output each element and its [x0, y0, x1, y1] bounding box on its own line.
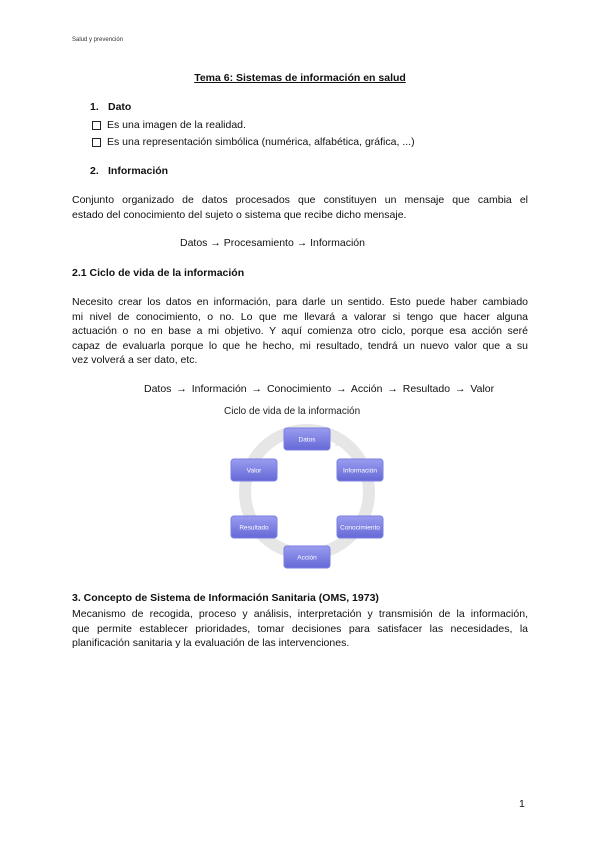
paragraph-line: que permite establecer prioridades, tomar decisiones para satisfacer las necesidades, la	[72, 622, 528, 635]
section-1-heading	[90, 101, 131, 113]
section-2-heading	[90, 165, 168, 177]
paragraph-line: actuación o no en base a mi objetivo. Y aquí comienza otro ciclo, porque esa acción seré	[72, 325, 528, 337]
section-2-number: 2.	[90, 165, 99, 177]
cycle-node-label: Datos	[298, 436, 316, 444]
section-3-heading: 3. Concepto de Sistema de Información Sanitaria (OMS, 1973)	[72, 592, 379, 604]
checklist-item	[92, 136, 415, 148]
checklist-item-text: Es una imagen de la realidad.	[107, 119, 246, 131]
checklist-item	[92, 119, 246, 131]
section-2-paragraph	[72, 193, 528, 222]
section-2-title: Información	[108, 165, 169, 177]
paragraph-line: vez volverá a ser dato, etc.	[72, 354, 198, 366]
paragraph-line: capaz de evaluarla porque lo que he hecho, mi resultado, tendrá un nuevo valor que a su	[72, 339, 528, 352]
cycle-node-label: Conocimiento	[340, 524, 380, 532]
page-title: Tema 6: Sistemas de información en salud	[194, 72, 406, 84]
section-3-paragraph	[72, 607, 528, 651]
cycle-node-label: Acción	[297, 554, 317, 562]
cycle-node-label: Información	[343, 467, 377, 475]
paragraph-line: Mecanismo de recogida, proceso y análisis, interpretación y transmisión de la información,	[72, 608, 528, 620]
paragraph-line: mi nivel de conocimiento, o no. Lo que me llevará a valorar si tengo que hacer alguna	[72, 310, 528, 323]
section-2-1-heading: 2.1 Ciclo de vida de la información	[72, 267, 245, 279]
lifecycle-flow: Datos → Información → Conocimiento → Acción → Resultado → Valor	[144, 383, 495, 395]
running-header: Salud y prevención	[72, 37, 124, 43]
checklist-item-text: Es una representación simbólica (numérica, alfabética, gráfica, ...)	[107, 136, 415, 148]
paragraph-line: Necesito crear los datos en información, para darle un sentido. Esto puede haber cambiado	[72, 296, 528, 308]
paragraph-line: planificación sanitaria y la evaluación de las intervenciones.	[72, 637, 350, 649]
diagram-title: Ciclo de vida de la información	[224, 406, 361, 417]
information-flow: Datos → Procesamiento → Información	[180, 237, 365, 249]
cycle-node-label: Valor	[246, 467, 262, 475]
page-number: 1	[519, 798, 525, 810]
section-2-1-paragraph	[72, 295, 528, 368]
lifecycle-diagram	[221, 404, 391, 570]
cycle-node-label: Resultado	[239, 524, 269, 532]
paragraph-line: Conjunto organizado de datos procesados que constituyen un mensaje que cambia el	[72, 194, 528, 206]
checkbox-icon	[92, 138, 101, 147]
section-1-title: Dato	[108, 101, 132, 113]
paragraph-line: estado del conocimiento del sujeto o sistema que recibe dicho mensaje.	[72, 208, 407, 221]
checkbox-icon	[92, 121, 101, 130]
section-1-number: 1.	[90, 101, 99, 113]
